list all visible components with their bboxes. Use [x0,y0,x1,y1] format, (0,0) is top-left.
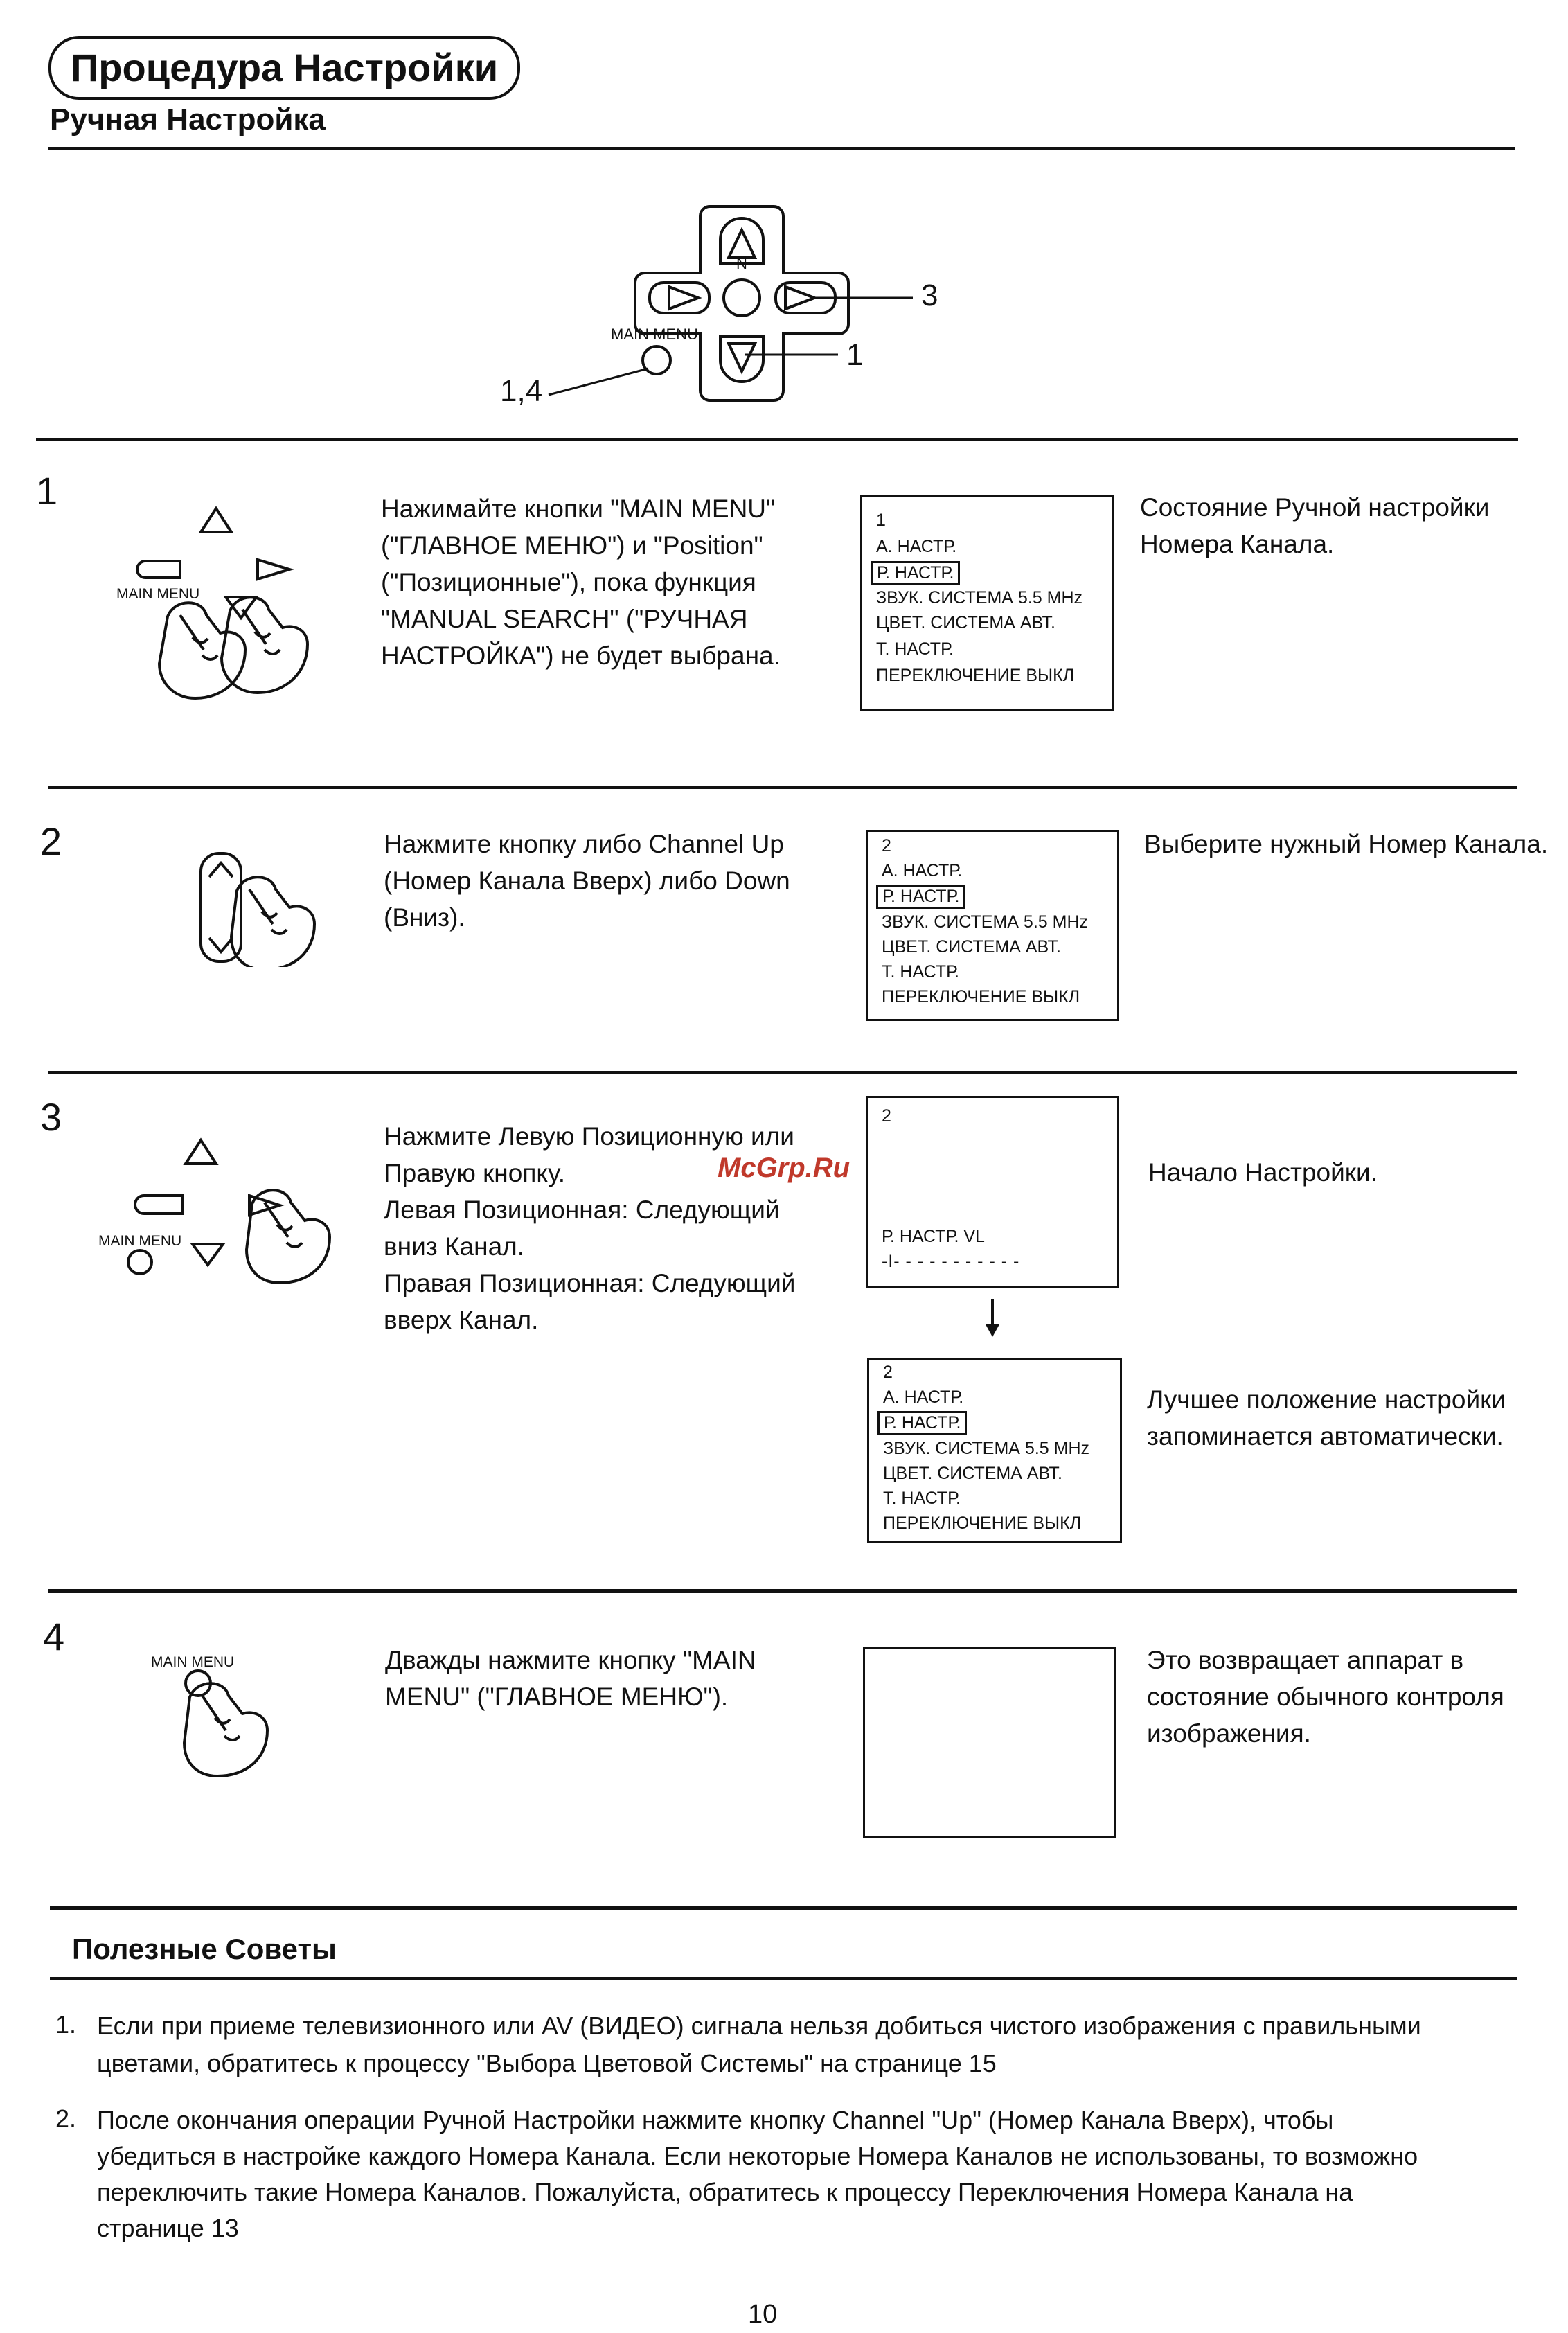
tip-2-line-2: убедиться в настройке каждого Номера Канала. Если некоторые Номера Каналов не использованы, то возможно [97,2142,1418,2170]
osd-channel-number: 1 [876,511,886,530]
left-arrow-icon [135,1196,183,1214]
down-arrow-icon [982,1298,1003,1340]
step-3-button-illustration [104,1129,353,1295]
osd-item-sound-system: ЗВУК. СИСТЕМА 5.5 MHz [876,588,1083,607]
step-4-result: Это возвращает аппарат в состояние обычного контроля изображения. [1147,1646,1504,1748]
page-number: 10 [748,2300,778,2329]
step-4-osd-blank [863,1647,1116,1838]
step-1-osd-menu [860,495,1114,711]
osd-tuning-bar: -I- - - - - - - - - - - [882,1252,1020,1271]
step-4-rule [48,1589,1517,1593]
osd-item-sound-system: ЗВУК. СИСТЕМА 5.5 MHz [883,1439,1089,1458]
step-3-instruction: Нажмите Левую Позиционную или Правую кнопку. Левая Позиционная: Следующий вниз Канал. Правая Позиционная: Следующий вверх Канал. [384,1122,796,1334]
step-1-result: Состояние Ручной настройки Номера Канала. [1140,493,1490,558]
osd-item-t-nastr: Т. НАСТР. [882,962,959,982]
pressing-hand-icon [222,597,308,693]
remote-down-button-icon [729,344,755,371]
up-arrow-icon [186,1140,216,1164]
pressing-hand-icon [184,1683,267,1776]
tip-2-number: 2. [55,2104,77,2133]
step-2-osd-menu [866,830,1119,1021]
osd-item-t-nastr: Т. НАСТР. [883,1489,961,1508]
step-2-instruction: Нажмите кнопку либо Channel Up (Номер Канала Вверх) либо Down (Вниз). [384,830,790,932]
tip-2-line-1: После окончания операции Ручной Настройки нажмите кнопку Channel "Up" (Номер Канала Вверх), чтобы [97,2106,1334,2134]
tips-top-rule [50,1906,1517,1910]
step-2-result: Выберите нужный Номер Канала. [1144,830,1549,858]
down-arrow-icon [193,1244,223,1265]
remote-main-menu-label: MAIN MENU [611,326,698,343]
osd-item-color-system: ЦВЕТ. СИСТЕМА АВТ. [883,1464,1062,1483]
step-4-main-menu-label: MAIN MENU [151,1654,235,1670]
remote-up-button-icon [729,230,755,258]
osd-item-a-nastr: А. НАСТР. [882,861,963,880]
remote-center-button-icon [724,280,760,316]
osd-channel-number: 2 [882,836,891,855]
step-1-number: 1 [36,469,58,513]
step-3-osd-tuning [866,1096,1119,1288]
remote-n-label: N [736,255,747,272]
tip-2-line-3: переключить такие Номера Каналов. Пожалуйста, обратитесь к процессу Переключения Номера Канала на [97,2178,1353,2206]
channel-up-icon [209,863,233,877]
remote-left-button-icon [669,287,698,309]
osd-channel-number: 2 [883,1363,893,1382]
osd-item-t-nastr: Т. НАСТР. [876,639,954,659]
tip-1-line-1: Если при приеме телевизионного или AV (ВИДЕО) сигнала нельзя добиться чистого изображения с правильными [97,2012,1421,2040]
osd-tuning-status: Р. НАСТР. VL [882,1227,985,1246]
step-2-number: 2 [40,819,62,863]
osd-item-a-nastr: А. НАСТР. [883,1387,964,1407]
step-1-instruction: Нажимайте кнопки "MAIN MENU" ("ГЛАВНОЕ МЕНЮ") и "Position" ("Позиционные"), пока функция "MANUAL SEARCH" ("РУЧНАЯ НАСТРОЙКА") не будет выбрана. [381,495,781,670]
up-arrow-icon [201,508,231,532]
step-3-rule [48,1071,1517,1074]
left-arrow-icon [137,561,180,578]
callout-3: 3 [921,278,938,312]
channel-down-icon [209,938,233,952]
osd-item-color-system: ЦВЕТ. СИСТЕМА АВТ. [882,937,1061,957]
osd-item-color-system: ЦВЕТ. СИСТЕМА АВТ. [876,613,1055,632]
osd-item-r-nastr-selected: Р. НАСТР. [871,561,960,585]
pressing-hand-icon [231,877,314,967]
step-1-main-menu-label: MAIN MENU [116,586,200,602]
osd-item-switching: ПЕРЕКЛЮЧЕНИЕ ВЫКЛ [876,666,1075,685]
osd-item-sound-system: ЗВУК. СИСТЕМА 5.5 MHz [882,912,1088,932]
page-title: Процедура Настройки [48,36,520,100]
osd-item-a-nastr: А. НАСТР. [876,537,957,556]
step-1-rule [36,438,1518,441]
step-3-number: 3 [40,1095,62,1139]
tip-2-line-4: странице 13 [97,2214,239,2242]
tips-title: Полезные Советы [72,1933,337,1965]
tip-1-line-2: цветами, обратитесь к процессу "Выбора Цветовой Системы" на странице 15 [97,2049,997,2077]
osd-item-switching: ПЕРЕКЛЮЧЕНИЕ ВЫКЛ [882,987,1080,1006]
osd-item-r-nastr-selected: Р. НАСТР. [877,1411,967,1435]
step-3-result: Начало Настройки. [1148,1158,1378,1187]
section-subtitle: Ручная Настройка [50,103,326,136]
right-arrow-icon [258,560,289,579]
step-4-instruction: Дважды нажмите кнопку "MAIN MENU" ("ГЛАВНОЕ МЕНЮ"). [385,1646,756,1711]
tip-1-number: 1. [55,2010,77,2039]
remote-right-button-icon [785,287,814,309]
pressing-hand-icon [247,1190,330,1283]
tips-title-rule [50,1977,1517,1980]
osd-item-switching: ПЕРЕКЛЮЧЕНИЕ ВЫКЛ [883,1514,1082,1533]
remote-control-diagram [485,194,970,416]
step-4-number: 4 [43,1615,65,1658]
watermark-text: McGrp.Ru [718,1153,850,1183]
step-2-rule [48,786,1517,789]
main-menu-button-icon [128,1250,152,1274]
step-3-result-2: Лучшее положение настройки запоминается автоматически. [1147,1385,1506,1451]
step-2-channel-button-illustration [194,849,332,967]
header-rule [48,147,1515,150]
osd-channel-number: 2 [882,1106,891,1126]
callout-1-4: 1,4 [500,374,543,408]
step-3-osd-menu [867,1358,1122,1543]
osd-item-r-nastr-selected: Р. НАСТР. [876,885,965,909]
callout-1: 1 [846,338,864,372]
step-4-button-illustration [173,1669,298,1780]
step-3-main-menu-label: MAIN MENU [98,1233,182,1249]
